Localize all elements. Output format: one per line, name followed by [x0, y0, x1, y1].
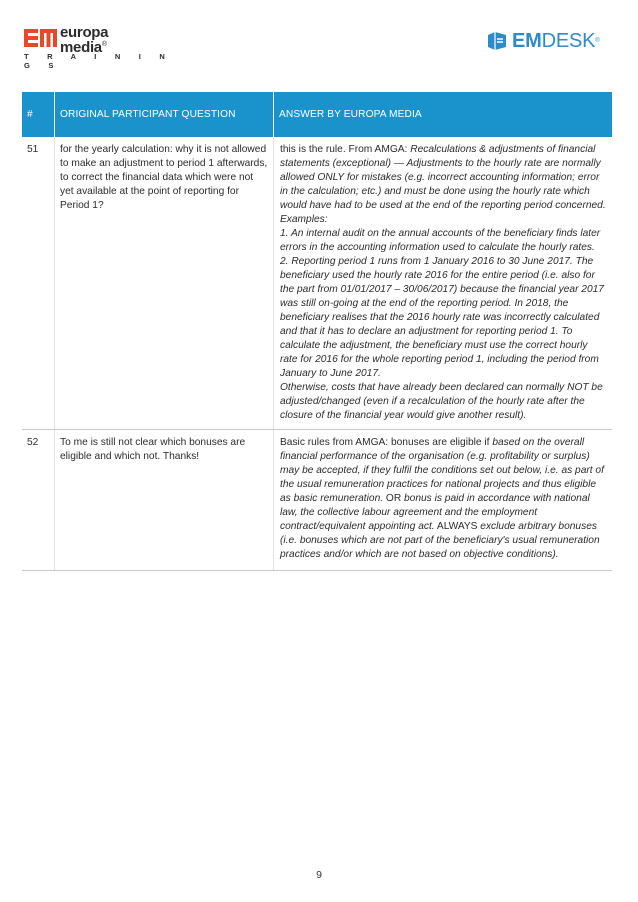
- participant-question: To me is still not clear which bonuses are eligible and which not. Thanks!: [55, 430, 274, 571]
- table-row: [22, 430, 612, 571]
- row-number: 51: [22, 137, 55, 430]
- em-logo-icon: [24, 27, 58, 49]
- emdesk-registered-mark: ®: [595, 38, 600, 44]
- answer-cell: [274, 137, 613, 430]
- answer-italic-3: exclude arbitrary bonuses (i.e. bonuses which are not part of the beneficiary's usual remuneration practices and/or which are not based on objective conditions).: [280, 521, 600, 560]
- answer-quote: Recalculations & adjustments of financial statements (exceptional) — Adjustments to the hourly rate are normally allowed ONLY for mistakes (e.g. incorrect accounting information; error in the calculation; etc.) and must be done using the hourly rate which would have had to be used at the end of the reporting period concerned.: [280, 144, 606, 211]
- column-header-question: ORIGINAL PARTICIPANT QUESTION: [55, 92, 274, 137]
- emdesk-logo: [486, 30, 616, 52]
- answer-cell: [274, 430, 613, 571]
- europa-media-wordmark: [60, 24, 109, 56]
- answer-italic-2: bonus is paid in accordance with national law, the collective labour agreement and the employment contract/equivalent appointing act.: [280, 493, 590, 532]
- row-number: 52: [22, 430, 55, 571]
- europa-media-logo: [24, 24, 174, 70]
- answer-italic-1: based on the overall financial performance of the organisation (e.g. profitability or surplus) may be accepted, if they fulfil the conditions set out below, i.e. as part of the usual remuneration practices for national projects and thus eligible as basic remuneration.: [280, 437, 604, 504]
- answer-intro: this is the rule. From AMGA:: [280, 144, 411, 155]
- column-header-number: #: [22, 92, 55, 137]
- emdesk-wordmark: [512, 30, 600, 52]
- table-row: [22, 137, 612, 430]
- example-2: 2. Reporting period 1 runs from 1 January 2016 to 30 June 2017. The beneficiary used the hourly rate 2016 for the entire period (i.e. also for the part from 01/01/2017 – 30/06/2017) because the financial year 2017 was still on-going at the end of the reporting period. In 2018, the beneficiary realises that the 2016 hourly rate was incorrectly calculated and that it has to declare an adjustment for reporting period 1. To calculate the adjustment, the beneficiary must use the correct hourly rate for 2016 for the whole reporting period 1, including the period from January to June 2017.: [280, 256, 604, 379]
- column-header-answer: ANSWER BY EUROPA MEDIA: [274, 92, 613, 137]
- answer-intro: Basic rules from AMGA: bonuses are eligible if: [280, 437, 493, 448]
- logo-tagline: T R A I N I N G S: [24, 52, 173, 70]
- logo-line-europa: europa: [60, 24, 109, 41]
- answer-closing: Otherwise, costs that have already been declared can normally NOT be adjusted/changed (even if a recalculation of the hourly rate after the closure of the financial year would give another result).: [280, 382, 603, 421]
- emdesk-bold: EM: [512, 30, 542, 52]
- examples-label: Examples:: [280, 214, 328, 225]
- page-header: [0, 0, 638, 80]
- qa-table: [22, 92, 612, 571]
- answer-or: OR: [383, 493, 405, 504]
- logo-line-media: media: [60, 39, 102, 56]
- page-number: 9: [316, 869, 322, 881]
- emdesk-thin: DESK: [541, 30, 596, 52]
- participant-question: for the yearly calculation: why it is not allowed to make an adjustment to period 1 afterwards, to correct the financial data which were not yet available at the point of reporting for Period 1?: [55, 137, 274, 430]
- example-1: 1. An internal audit on the annual accounts of the beneficiary finds later errors in the accounting information used to calculate the hourly rates.: [280, 228, 601, 253]
- emdesk-box-icon: [486, 30, 508, 52]
- answer-always: ALWAYS: [434, 521, 481, 532]
- logo-registered-mark: ®: [101, 41, 107, 48]
- table-header-row: [22, 92, 612, 137]
